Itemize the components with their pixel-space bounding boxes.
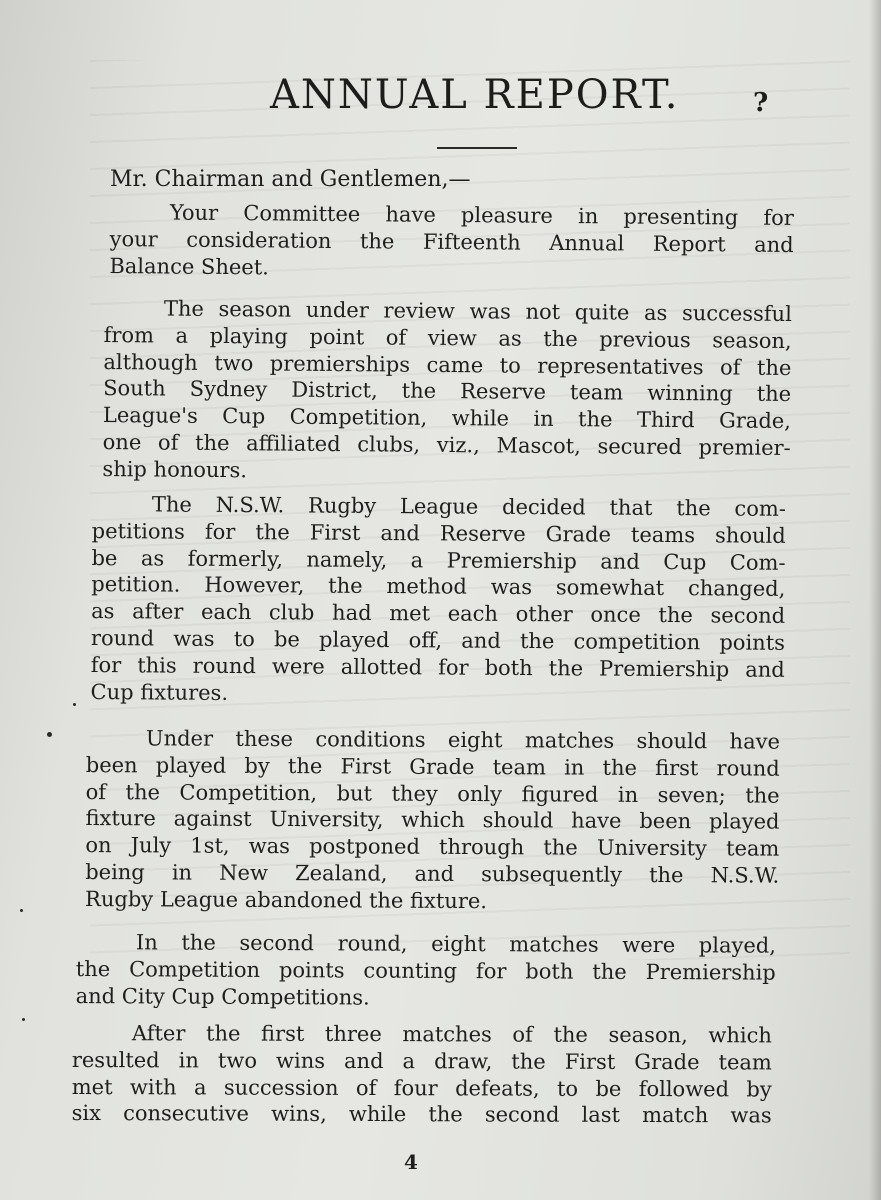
paragraph-line: League's Cup Competition, while in the Third Grade, [102,403,792,434]
ink-speck [47,732,52,737]
ink-speck [20,909,23,912]
paragraph-line: being in New Zealand, and subsequently the N.S.W. [85,859,780,888]
paragraph-line: your consideration the Fifteenth Annual Report and [109,226,794,257]
handwritten-mark: ? [753,88,769,118]
paragraph-line: In the second round, eight matches were played, [135,930,776,958]
paragraph-line: The N.S.W. Rugby League decided that the com- [151,492,786,521]
paragraph-line: ship honours. [102,456,248,483]
paragraph-line: be as formerly, namely, a Premiership and Cup Com- [91,545,786,575]
paragraph-line: met with a succession of four defeats, to be followed by [71,1074,772,1102]
paragraph-first-round [85,725,780,916]
paragraph-line: Balance Sheet. [109,253,269,279]
paragraph-line: petition. However, the method was somewhat changed, [91,572,786,602]
paragraph-line: been played by the First Grade team in the first round [85,752,780,781]
paragraph-second-round [76,929,776,1013]
paragraph-line: for this round were allotted for both the Premiership and [90,652,785,682]
paragraph-line: round was to be played off, and the competition points [90,625,786,655]
paragraph-line: Rugby League abandoned the fixture. [85,886,488,913]
paragraph-committee [109,199,794,285]
paragraph-line: South Sydney District, the Reserve team winning the [103,376,792,407]
ink-speck [73,703,76,706]
paragraph-line: on July 1st, was postponed through the University team [85,833,780,861]
salutation: Mr. Chairman and Gentlemen,— [110,167,471,192]
paragraph-results [72,1020,772,1130]
page-edge-shadow [869,0,881,1200]
paragraph-line: one of the affiliated clubs, viz., Mascot, secured premier- [102,429,791,460]
paragraph-line: as after each club had met each other once the second [91,599,786,629]
paragraph-line: resulted in two wins and a draw, the First Grade team [71,1047,772,1075]
page-number: 4 [404,1150,418,1174]
paragraph-season-review [102,295,792,489]
paragraph-line: petitions for the First and Reserve Grade teams should [91,518,786,548]
paragraph-line: Under these conditions eight matches should have [145,726,780,754]
paragraph-line: from a playing point of view as the previous season, [103,322,792,353]
paragraph-line: of the Competition, but they only figured in seven; the [85,779,780,808]
paragraph-line: although two premierships came to representatives of the [103,349,792,380]
paragraph-line: Your Committee have pleasure in presenting for [169,200,794,230]
paragraph-line: and City Cup Competitions. [75,983,370,1010]
ink-speck [22,1018,25,1021]
page-title: ANNUAL REPORT. [270,72,680,118]
paragraph-league-decision [91,491,786,710]
paragraph-line: fixture against University, which should have been played [85,806,780,835]
paragraph-line: The season under review was not quite as successful [163,296,792,327]
paragraph-line: Cup fixtures. [90,679,229,705]
title-divider [437,147,517,149]
paragraph-line: After the first three matches of the season, which [131,1021,772,1048]
paragraph-line: six consecutive wins, while the second last match was [71,1101,772,1128]
paragraph-line: the Competition points counting for both the Premiership [75,956,776,985]
